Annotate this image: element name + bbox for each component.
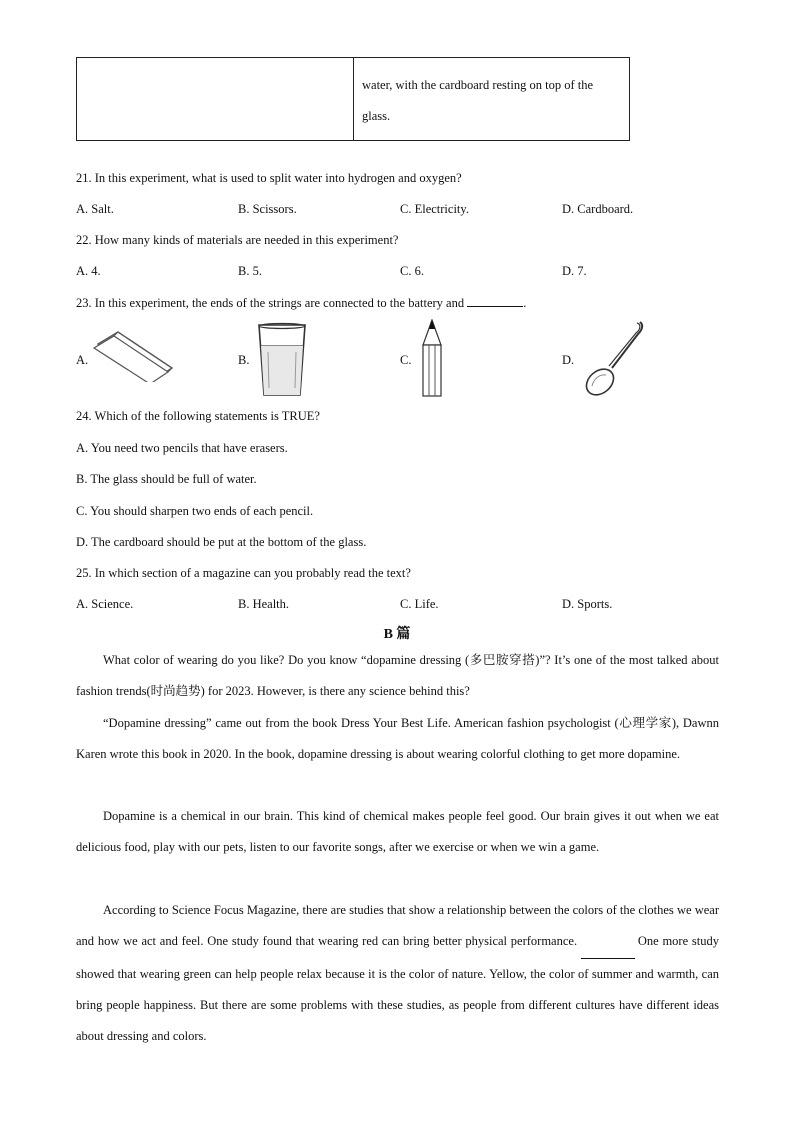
cardboard-icon bbox=[88, 330, 178, 382]
q23-option-a[interactable]: A. bbox=[76, 353, 89, 367]
q23-option-c[interactable]: C. bbox=[400, 353, 412, 367]
passage-paragraph-4-continued: One more study showed that wearing green can help people relax because it is the color of nature. Yellow, the color of summer and warmth, can bring people happiness. But there are some problems with these studies, as people from different cultures have different ideas about dressing and colors. bbox=[76, 934, 719, 1044]
passage-paragraph-4 bbox=[76, 895, 719, 1052]
q21-option-d[interactable]: D. Cardboard. bbox=[562, 202, 634, 216]
question-23-period: . bbox=[523, 296, 527, 310]
question-25: 25. In which section of a magazine can you probably read the text? bbox=[76, 566, 411, 580]
q25-option-a[interactable]: A. Science. bbox=[76, 597, 134, 611]
q22-option-a[interactable]: A. 4. bbox=[76, 264, 101, 278]
q21-option-a[interactable]: A. Salt. bbox=[76, 202, 114, 216]
question-21: 21. In this experiment, what is used to split water into hydrogen and oxygen? bbox=[76, 171, 462, 185]
q24-option-a[interactable]: A. You need two pencils that have erasers. bbox=[76, 441, 288, 455]
passage-paragraph-4-text: According to Science Focus Magazine, there are studies that show a relationship between the colors of the clothes we wear and how we act and feel. One study found that wearing red can bring better physical performance. bbox=[76, 903, 719, 949]
q21-option-c[interactable]: C. Electricity. bbox=[400, 202, 469, 216]
passage-paragraph-2: “Dopamine dressing” came out from the book Dress Your Best Life. American fashion psychologist (心理学家), Dawnn Karen wrote this book in 2020. In the book, dopamine dressing is about wearing colorful clothing to get more dopamine. bbox=[76, 716, 719, 762]
section-title: B 篇 bbox=[383, 627, 411, 642]
passage-paragraph-1: What color of wearing do you like? Do you know “dopamine dressing (多巴胺穿搭)”? It’s one of the most talked about fashion trends(时尚趋势) for 2023. However, is there any science behind this? bbox=[76, 653, 719, 699]
question-23 bbox=[76, 296, 526, 311]
q22-option-c[interactable]: C. 6. bbox=[400, 264, 424, 278]
question-24: 24. Which of the following statements is TRUE? bbox=[76, 409, 320, 423]
pencil-icon bbox=[420, 319, 444, 397]
question-23-text: 23. In this experiment, the ends of the strings are connected to the battery and bbox=[76, 296, 465, 310]
q22-option-b[interactable]: B. 5. bbox=[238, 264, 262, 278]
question-22: 22. How many kinds of materials are needed in this experiment? bbox=[76, 233, 399, 247]
q24-option-c[interactable]: C. You should sharpen two ends of each pencil. bbox=[76, 504, 314, 518]
passage-answer-blank bbox=[581, 926, 635, 958]
spoon-icon bbox=[582, 320, 646, 400]
q21-option-b[interactable]: B. Scissors. bbox=[238, 202, 297, 216]
table-cell-empty bbox=[77, 58, 354, 141]
glass-of-water-icon bbox=[256, 322, 308, 398]
table-cell-text: water, with the cardboard resting on top of the glass. bbox=[354, 58, 630, 141]
q25-option-c[interactable]: C. Life. bbox=[400, 597, 439, 611]
passage-paragraph-3: Dopamine is a chemical in our brain. This kind of chemical makes people feel good. Our brain gives it out when we eat delicious food, play with our pets, listen to our favorite songs, after we exercise or when we win a game. bbox=[76, 809, 719, 855]
q23-option-d[interactable]: D. bbox=[562, 353, 575, 367]
q24-option-b[interactable]: B. The glass should be full of water. bbox=[76, 472, 257, 486]
continuation-table bbox=[76, 57, 630, 141]
q25-option-d[interactable]: D. Sports. bbox=[562, 597, 613, 611]
q23-option-b[interactable]: B. bbox=[238, 353, 250, 367]
q24-option-d[interactable]: D. The cardboard should be put at the bottom of the glass. bbox=[76, 535, 367, 549]
q25-option-b[interactable]: B. Health. bbox=[238, 597, 290, 611]
answer-blank bbox=[467, 306, 523, 307]
q22-option-d[interactable]: D. 7. bbox=[562, 264, 587, 278]
